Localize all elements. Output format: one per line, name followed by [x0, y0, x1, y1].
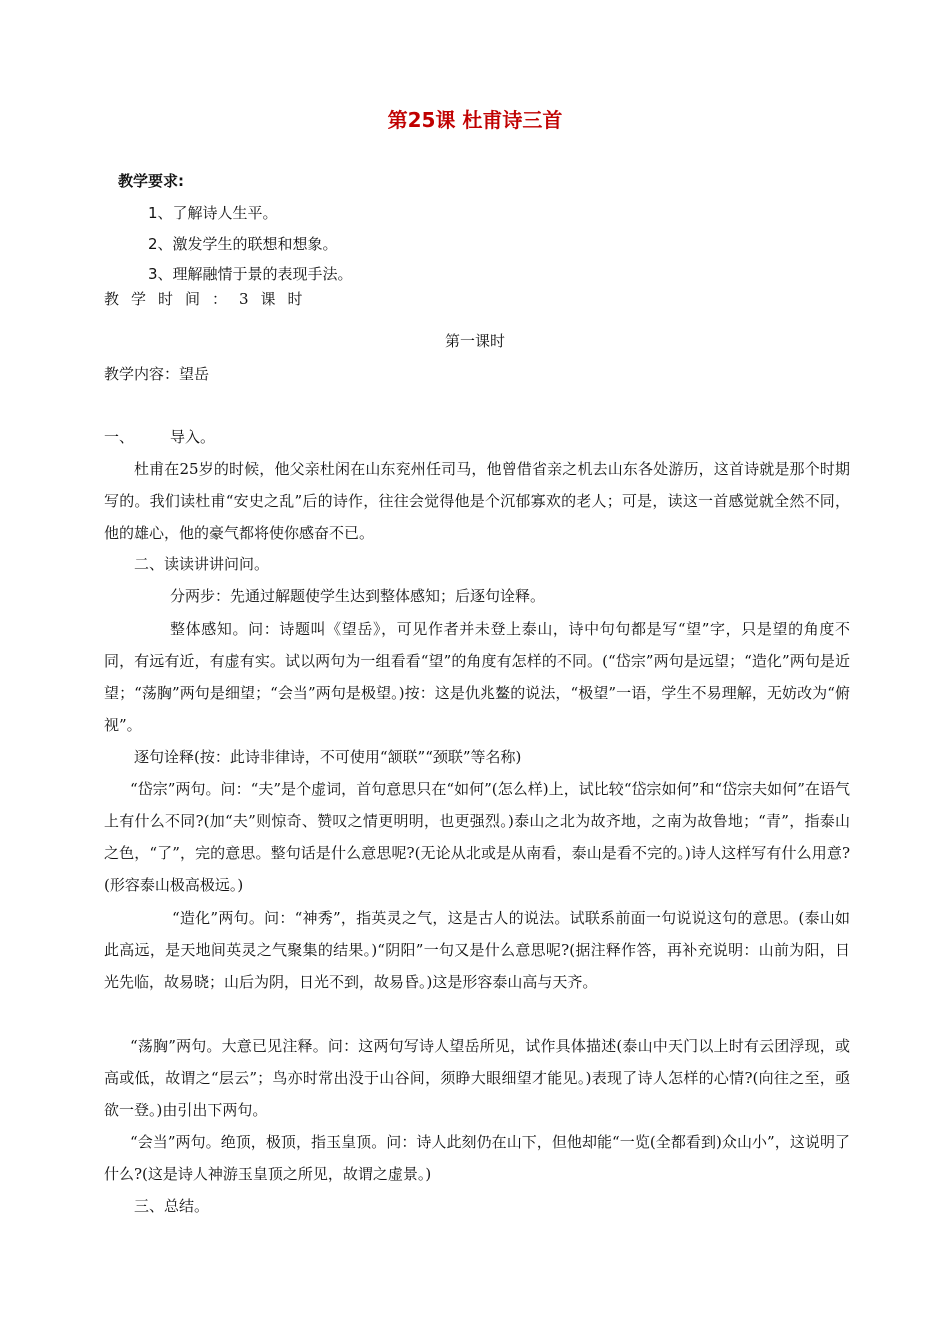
two-steps-paragraph: 分两步：先通过解题使学生达到整体感知；后逐句诠释。: [170, 587, 546, 605]
zaohua-paragraph: “造化”两句。问：“神秀”，指英灵之气，这是古人的说法。试联系前面一句说说这句的意思。(泰山如此高远，是天地间英灵之气聚集的结果。)“阴阳”一句又是什么意思呢?(据注释作答，再补充说明：山前为阳，日光先临，故易晓；山后为阴，日光不到，故易昏。)这是形容泰山高与天齐。: [104, 909, 850, 991]
daizong-paragraph: “岱宗”两句。问：“夫”是个虚词，首句意思只在“如何”(怎么样)上，试比较“岱宗如何”和“岱宗夫如何”在语气上有什么不同?(加“夫”则惊奇、赞叹之情更明明，也更强烈。)泰山之北为故齐地，之南为故鲁地；“青”，指泰山之色，“了”，完的意思。整句话是什么意思呢?(无论从北或是从南看，泰山是看不完的。)诗人这样写有什么用意?(形容泰山极高极远。): [104, 780, 850, 894]
requirement-item: 2、激发学生的联想和想象。: [148, 235, 338, 253]
dangxiong-paragraph: “荡胸”两句。大意已见注释。问：这两句写诗人望岳所见，试作具体描述(泰山中天门以上时有云团浮现，或高或低，故谓之“层云”；鸟亦时常出没于山谷间，须睁大眼细望才能见。)表现了诗人怎样的心情?(向往之至，亟欲一登。)由引出下两句。: [104, 1037, 850, 1119]
lesson-title: 第一课时: [444, 332, 505, 350]
requirement-item: 3、理解融情于景的表现手法。: [148, 265, 353, 283]
section-intro-heading: [104, 427, 215, 447]
section-read-heading: 二、读读讲讲问问。: [134, 555, 270, 573]
page-title: 第25课 杜甫诗三首: [387, 108, 563, 132]
teaching-content: 教学内容：望岳: [104, 365, 210, 383]
requirement-item: 1、了解诗人生平。: [148, 204, 278, 222]
requirements-heading: 教学要求:: [118, 172, 184, 190]
teaching-time: 教学时间：3课时: [104, 290, 315, 308]
line-by-line-heading: 逐句诠释(按：此诗非律诗，不可使用“颔联”“颈联”等名称): [134, 748, 522, 766]
intro-paragraph: 杜甫在25岁的时候，他父亲杜闲在山东兖州任司马，他曾借省亲之机去山东各处游历，这首诗就是那个时期写的。我们读杜甫“安史之乱”后的诗作，往往会觉得他是个沉郁寡欢的老人；可是，读这一首感觉就全然不同，他的雄心，他的豪气都将使你感奋不已。: [104, 460, 850, 542]
overall-paragraph: 整体感知。问：诗题叫《望岳》，可见作者并未登上泰山，诗中句句都是写“望”字，只是望的角度不同，有远有近，有虚有实。试以两句为一组看看“望”的角度有怎样的不同。(“岱宗”两句是远望；“造化”两句是近望；“荡胸”两句是细望；“会当”两句是极望。)按：这是仇兆鳌的说法，“极望”一语，学生不易理解，无妨改为“俯视”。: [104, 620, 850, 734]
huidang-paragraph: “会当”两句。绝顶，极顶，指玉皇顶。问：诗人此刻仍在山下，但他却能“一览(全都看到)众山小”，这说明了什么?(这是诗人神游玉皇顶之所见，故谓之虚景。): [104, 1133, 850, 1183]
section-number: 一、: [104, 428, 135, 446]
section-summary-heading: 三、总结。: [134, 1197, 210, 1215]
section-label: 导入。: [170, 428, 216, 446]
